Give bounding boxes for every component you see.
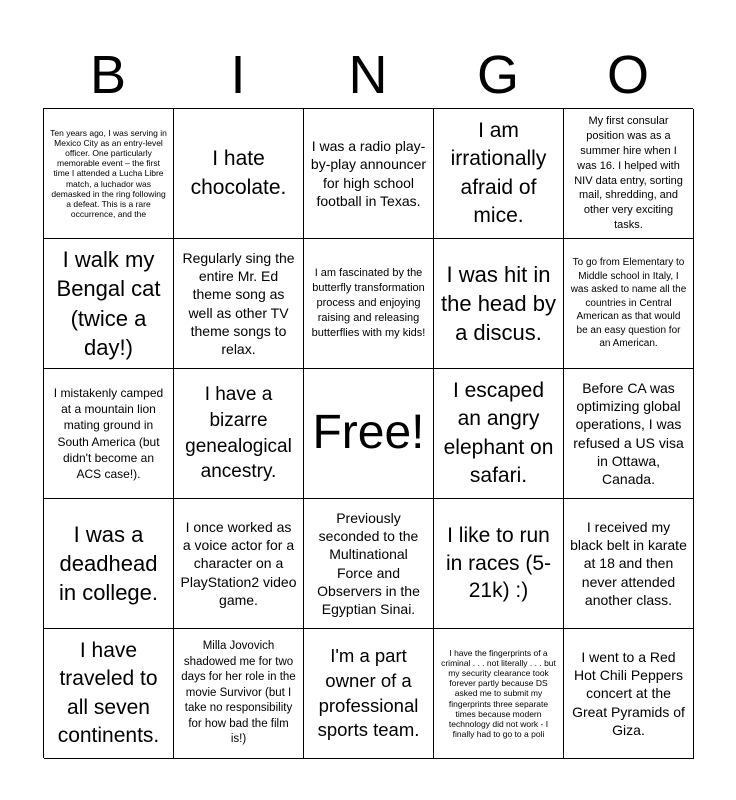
cell-text: I have a bizarre genealogical ancestry. <box>185 384 292 483</box>
cell-text: I was a deadhead in college. <box>58 521 159 606</box>
free-cell[interactable] <box>304 369 434 499</box>
cell-text: I am irrationally afraid of mice. <box>450 118 547 227</box>
bingo-cell[interactable] <box>174 239 304 369</box>
cell-text: I walk my Bengal cat (twice a day!) <box>56 247 161 360</box>
cell-text: I hate chocolate. <box>190 147 287 199</box>
bingo-header <box>43 42 693 108</box>
bingo-cell[interactable] <box>564 499 694 629</box>
bingo-cell[interactable] <box>564 369 694 499</box>
bingo-cell[interactable] <box>44 499 174 629</box>
cell-text: I was a radio play-by-play announcer for high school football in Texas. <box>310 138 427 209</box>
cell-text: My first consular position was as a summer hire when I was 16. I helped with NIV data entry, sorting mail, shredding, and other very exciting tasks. <box>574 115 683 232</box>
bingo-cell[interactable] <box>44 239 174 369</box>
cell-text: Previously seconded to the Multinational Force and Observers in the Egyptian Sinai. <box>317 509 420 617</box>
bingo-cell[interactable] <box>304 109 434 239</box>
bingo-cell[interactable] <box>434 499 564 629</box>
header-letter-g: G <box>476 45 519 105</box>
cell-text: I mistakenly camped at a mountain lion mating ground in South America (but didn't become an ACS case!). <box>53 385 164 481</box>
cell-text: Milla Jovovich shadowed me for two days for her role in the movie Survivor (but I take no responsibility for how bad the film is!) <box>181 640 296 746</box>
cell-text: Before CA was optimizing global operations, I was refused a US visa in Ottawa, Canada. <box>573 379 684 487</box>
cell-text: To go from Elementary to Middle school in Italy, I was asked to name all the countries in Central American as that would be an easy question for an American. <box>570 257 687 350</box>
cell-text: I am fascinated by the butterfly transformation process and enjoying raising and releasing butterflies with my kids! <box>311 267 426 339</box>
bingo-cell[interactable] <box>44 369 174 499</box>
header-letter-b: B <box>89 45 127 105</box>
bingo-cell[interactable] <box>564 109 694 239</box>
cell-text: I'm a part owner of a professional sports team. <box>317 644 420 741</box>
bingo-cell[interactable] <box>44 109 174 239</box>
bingo-cell[interactable] <box>434 629 564 759</box>
bingo-cell[interactable] <box>434 369 564 499</box>
bingo-cell[interactable] <box>564 239 694 369</box>
bingo-cell[interactable] <box>564 629 694 759</box>
bingo-cell[interactable] <box>174 369 304 499</box>
header-letter-o: O <box>606 45 649 105</box>
bingo-cell[interactable] <box>44 629 174 759</box>
bingo-cell[interactable] <box>304 629 434 759</box>
cell-text: I once worked as a voice actor for a character on a PlayStation2 video game. <box>180 519 297 608</box>
cell-text: I like to run in races (5-21k) :) <box>445 523 552 603</box>
header-letter-n: N <box>348 45 388 105</box>
cell-text: Ten years ago, I was serving in Mexico City as an entry-level officer. One particularly memorable event – the first time I attended a Lucha Libre match, a luchador was demasked in the ring following a defeat. This is a rare occurrence, and the <box>50 127 167 220</box>
bingo-grid <box>43 108 693 758</box>
bingo-cell[interactable] <box>304 239 434 369</box>
bingo-cell[interactable] <box>304 499 434 629</box>
cell-text: Regularly sing the entire Mr. Ed theme song as well as other TV theme songs to relax. <box>182 249 295 357</box>
bingo-cell[interactable] <box>174 629 304 759</box>
free-text: Free! <box>312 406 425 460</box>
header-letter-i: I <box>230 45 246 105</box>
bingo-cell[interactable] <box>174 109 304 239</box>
bingo-cell[interactable] <box>434 239 564 369</box>
cell-text: I received my black belt in karate at 18 and then never attended another class. <box>570 519 687 608</box>
bingo-cell[interactable] <box>174 499 304 629</box>
cell-text: I was hit in the head by a discus. <box>441 261 556 346</box>
cell-text: I escaped an angry elephant on safari. <box>443 378 554 487</box>
cell-text: I went to a Red Hot Chili Peppers concert at the Great Pyramids of Giza. <box>572 649 685 738</box>
cell-text: I have traveled to all seven continents. <box>57 638 160 747</box>
bingo-cell[interactable] <box>434 109 564 239</box>
cell-text: I have the fingerprints of a criminal . . . not literally . . . but my security clearance took forever partly because DS asked me to submit my fingerprints three separate times because modern technology did not work - I finally had to go to a poli <box>441 647 556 740</box>
